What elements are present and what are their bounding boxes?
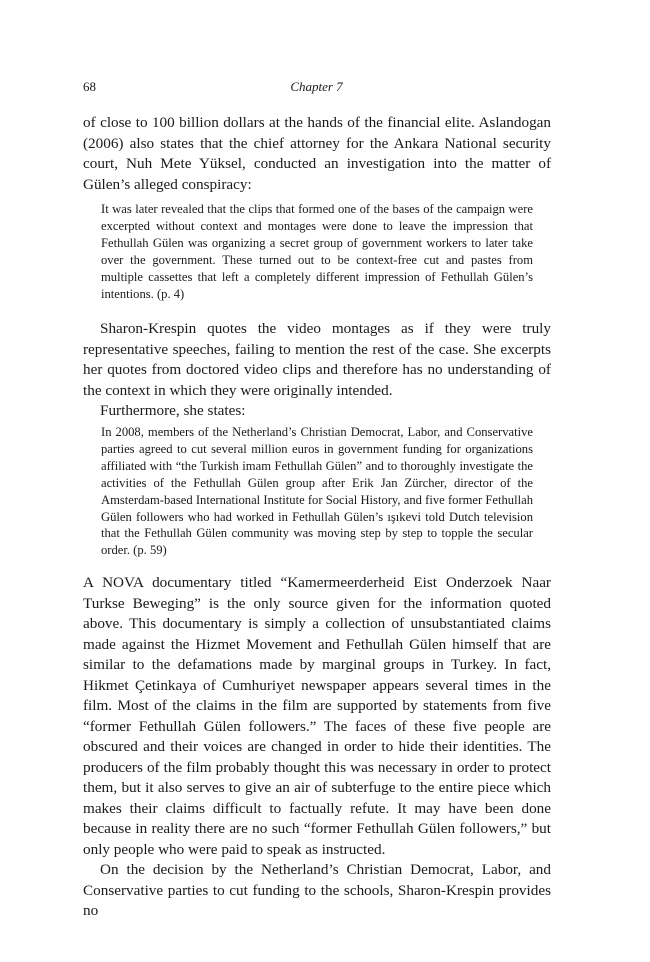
page-number: 68 bbox=[83, 79, 96, 94]
paragraph-1-block bbox=[83, 113, 551, 195]
paragraph-2-block bbox=[83, 319, 551, 422]
block-quote-text: It was later revealed that the clips that formed one of the bases of the campaign were excerpted without context and montages were done to leave the impression that Fethullah Gülen was organizing a secret group of government workers to later take over the government. These turned out to be context-free cut and pastes from multiple cassettes that left a completely different impression of Fethullah Gülen’s intentions. (p. 4) bbox=[101, 202, 533, 301]
paragraph: Furthermore, she states: bbox=[100, 402, 246, 419]
paragraph-4-block bbox=[83, 573, 551, 922]
block-quote-1 bbox=[101, 201, 533, 302]
running-head: Chapter 7 bbox=[290, 79, 343, 94]
paragraph: Sharon-Krespin quotes the video montages as if they were truly representative speeches, failing to mention the rest of the case. She excerpts her quotes from doctored video clips and therefore has no understanding of the context in which they were originally intended. bbox=[83, 320, 551, 399]
paragraph: of close to 100 billion dollars at the hands of the financial elite. Aslandogan (2006) also states that the chief attorney for the Ankara National security court, Nuh Mete Yüksel, conducted an investigation into the matter of Gülen’s alleged conspiracy: bbox=[83, 114, 551, 193]
block-quote-2 bbox=[101, 424, 533, 559]
paragraph: A NOVA documentary titled “Kamermeerderheid Eist Onderzoek Naar Turkse Beweging” is the only source given for the information quoted above. This documentary is simply a collection of unsubstantiated claims made against the Hizmet Movement and Fethullah Gülen himself that are similar to the defamations made by marginal groups in Turkey. In fact, Hikmet Çetinkaya of Cumhuriyet newspaper appears several times in the film. Most of the claims in the film are supported by statements from five “former Fethullah Gülen followers.” The faces of these five people are obscured and their voices are changed in order to hide their identities. The producers of the film probably thought this was necessary in order to protect them, but it also serves to give an air of subterfuge to the entire piece which makes their claims difficult to factually refute. It may have been done because in reality there are no such “former Fethullah Gülen followers,” but only people who were paid to speak as instructed. bbox=[83, 574, 551, 858]
page-header bbox=[83, 79, 550, 99]
block-quote-text: In 2008, members of the Netherland’s Christian Democrat, Labor, and Conservative parties agreed to cut several million euros in government funding for organizations affiliated with “the Turkish imam Fethullah Gülen” and to thoroughly investigate the activities of the Fethullah Gülen group after Erik Jan Zürcher, director of the Amsterdam-based International Institute for Social History, and five former Fethullah Gülen followers who had worked in Fethullah Gülen’s ışıkevi told Dutch television that the Fethullah Gülen community was moving step by step to topple the secular order. (p. 59) bbox=[101, 425, 533, 558]
paragraph: On the decision by the Netherland’s Christian Democrat, Labor, and Conservative parties to cut funding to the schools, Sharon-Krespin provides no bbox=[83, 861, 551, 919]
